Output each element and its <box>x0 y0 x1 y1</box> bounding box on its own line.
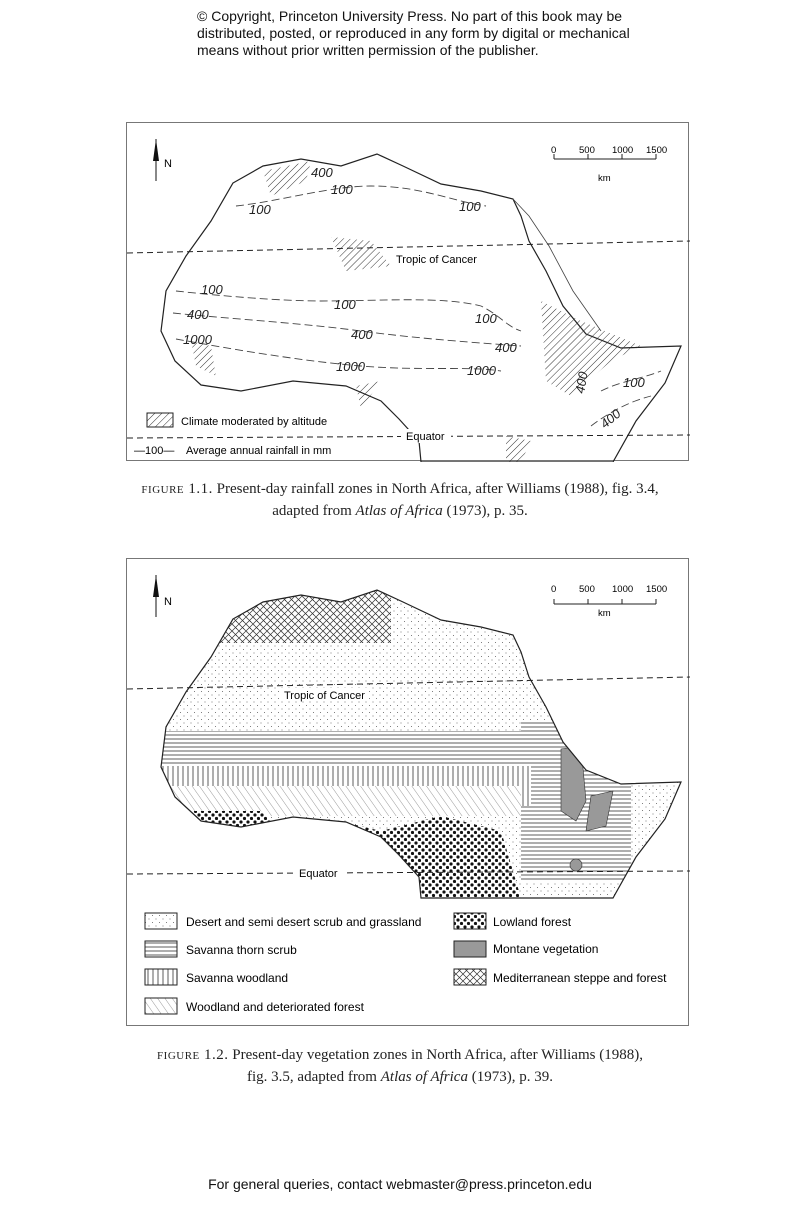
swatch-woodland-deteriorated <box>145 998 177 1014</box>
svg-text:500: 500 <box>579 584 595 595</box>
svg-text:400: 400 <box>597 405 624 432</box>
svg-text:100: 100 <box>249 202 271 217</box>
north-label: N <box>164 596 172 608</box>
svg-text:Savanna thorn scrub: Savanna thorn scrub <box>186 943 297 957</box>
scale-bar <box>551 145 667 184</box>
svg-text:1000: 1000 <box>612 145 634 156</box>
svg-text:400: 400 <box>495 340 517 355</box>
equator-label: Equator <box>406 431 445 443</box>
vegetation-map <box>126 558 689 1026</box>
svg-text:Desert and semi desert scrub a: Desert and semi desert scrub and grassland <box>186 915 422 929</box>
vegetation-zones <box>151 581 690 911</box>
svg-text:400: 400 <box>187 307 209 322</box>
svg-text:km: km <box>598 173 611 184</box>
equator-label: Equator <box>299 868 338 880</box>
figure1-caption: figure 1.1. Present-day rainfall zones in North Africa, after Williams (1988), fig. 3.4, adapted from Atlas of Africa (1973), p. 35. <box>141 481 659 519</box>
north-label: N <box>164 158 172 170</box>
svg-text:100: 100 <box>623 375 645 390</box>
svg-text:Savanna woodland: Savanna woodland <box>186 971 289 985</box>
svg-text:1000: 1000 <box>336 359 365 374</box>
copyright-notice: © Copyright, Princeton University Press. No part of this book may be distributed, posted, or reproduced in any form by digital or mechanical means without prior written permission of the publisher. <box>197 8 630 58</box>
legend-altitude: Climate moderated by altitude <box>181 416 328 428</box>
svg-text:Woodland and deteriorated fore: Woodland and deteriorated forest <box>186 1000 364 1014</box>
altitude-swatch <box>147 413 173 427</box>
svg-text:1000: 1000 <box>467 363 496 378</box>
footer-contact: For general queries, contact webmaster@press.princeton.edu <box>208 1176 592 1192</box>
svg-text:100: 100 <box>201 282 223 297</box>
svg-text:0: 0 <box>551 584 557 595</box>
swatch-desert <box>145 913 177 929</box>
svg-text:100: 100 <box>331 182 353 197</box>
rainfall-map <box>126 122 689 461</box>
svg-text:Lowland forest: Lowland forest <box>493 915 572 929</box>
svg-text:400: 400 <box>351 327 373 342</box>
vegetation-legend <box>145 913 667 1014</box>
svg-text:1000: 1000 <box>612 584 634 595</box>
svg-text:100: 100 <box>475 311 497 326</box>
svg-text:1500: 1500 <box>646 584 668 595</box>
tropic-label: Tropic of Cancer <box>396 254 477 266</box>
svg-text:0: 0 <box>551 145 557 156</box>
figure2-caption: figure 1.2. Present-day vegetation zones in North Africa, after Williams (1988), fig. 3.5, adapted from Atlas of Africa (1973), p. 39. <box>157 1047 643 1085</box>
svg-text:1000: 1000 <box>183 332 212 347</box>
vegetation-map-svg <box>127 559 690 1027</box>
svg-text:100: 100 <box>334 297 356 312</box>
rainfall-map-svg <box>127 123 690 462</box>
svg-text:Mediterranean steppe and fores: Mediterranean steppe and forest <box>493 971 667 985</box>
scale-bar <box>551 584 667 619</box>
svg-text:1500: 1500 <box>646 145 668 156</box>
swatch-mediterranean <box>454 969 486 985</box>
svg-text:400: 400 <box>311 165 333 180</box>
legend-rainfall: Average annual rainfall in mm <box>186 445 332 457</box>
svg-text:400: 400 <box>572 370 591 395</box>
swatch-savanna-woodland <box>145 969 177 985</box>
legend-rainfall-symbol: —100— <box>134 445 175 457</box>
svg-text:km: km <box>598 608 611 619</box>
swatch-montane <box>454 941 486 957</box>
svg-text:500: 500 <box>579 145 595 156</box>
svg-text:100: 100 <box>459 199 481 214</box>
swatch-lowland-forest <box>454 913 486 929</box>
svg-text:Montane vegetation: Montane vegetation <box>493 942 599 956</box>
tropic-label: Tropic of Cancer <box>284 690 365 702</box>
swatch-savanna-thorn <box>145 941 177 957</box>
